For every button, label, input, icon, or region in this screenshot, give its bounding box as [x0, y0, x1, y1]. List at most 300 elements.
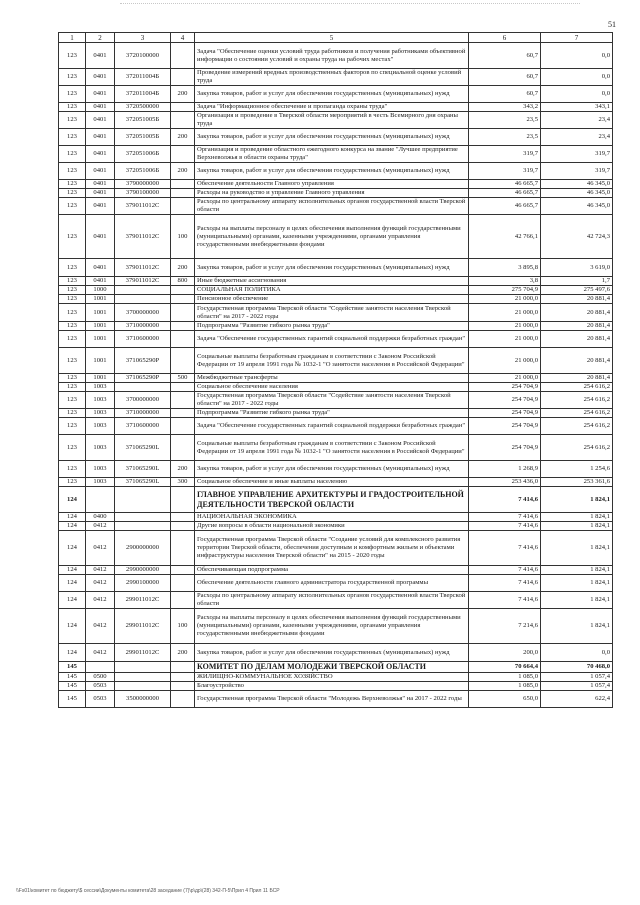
- table-row: [59, 295, 613, 304]
- cell-target-code: 379011012С: [115, 277, 171, 286]
- table-row: [59, 644, 613, 662]
- cell-description: Задача "Обеспечение оценки условий труда работников и получения работниками объективной информации о состоянии условий и охраны труда на рабочих местах": [195, 43, 469, 69]
- cell-admin-code: 123: [59, 259, 86, 277]
- cell-description: Задача "Информационное обеспечение и пропаганда охраны труда": [195, 103, 469, 112]
- cell-planned-amount: 3 895,8: [469, 259, 541, 277]
- header-cell: 1: [59, 33, 86, 43]
- cell-planned-amount: 7 414,6: [469, 531, 541, 566]
- table-row: [59, 180, 613, 189]
- table-row: [59, 348, 613, 374]
- cell-admin-code: 124: [59, 522, 86, 531]
- cell-description: Расходы по центральному аппарату исполнительных органов государственной власти Тверской области: [195, 592, 469, 609]
- cell-section-code: 0401: [86, 180, 115, 189]
- cell-section-code: 1001: [86, 374, 115, 383]
- cell-admin-code: 145: [59, 682, 86, 691]
- cell-description: Закупка товаров, работ и услуг для обеспечения государственных (муниципальных) нужд: [195, 259, 469, 277]
- cell-section-code: 1003: [86, 392, 115, 409]
- cell-planned-amount: 42 766,1: [469, 215, 541, 259]
- table-row: [59, 435, 613, 461]
- cell-admin-code: 123: [59, 295, 86, 304]
- cell-target-code: [115, 513, 171, 522]
- cell-planned-amount: 46 665,7: [469, 189, 541, 198]
- cell-planned-amount: 46 665,7: [469, 198, 541, 215]
- cell-admin-code: 123: [59, 129, 86, 146]
- cell-planned-amount: 70 664,4: [469, 662, 541, 673]
- cell-executed-amount: 20 881,4: [541, 331, 613, 348]
- cell-target-code: [115, 522, 171, 531]
- cell-executed-amount: 20 881,4: [541, 295, 613, 304]
- cell-description: Благоустройство: [195, 682, 469, 691]
- cell-planned-amount: 21 000,0: [469, 322, 541, 331]
- cell-expense-type: 100: [171, 609, 195, 644]
- cell-target-code: [115, 286, 171, 295]
- header-cell: 6: [469, 33, 541, 43]
- cell-target-code: 2990000000: [115, 566, 171, 575]
- cell-executed-amount: 275 497,6: [541, 286, 613, 295]
- cell-expense-type: [171, 304, 195, 322]
- cell-executed-amount: 20 881,4: [541, 322, 613, 331]
- cell-description: Обеспечение деятельности главного администратора государственной программы: [195, 575, 469, 592]
- table-row: [59, 259, 613, 277]
- cell-planned-amount: 1 268,9: [469, 461, 541, 478]
- cell-expense-type: 200: [171, 129, 195, 146]
- cell-section-code: 0412: [86, 575, 115, 592]
- cell-planned-amount: 3,8: [469, 277, 541, 286]
- cell-target-code: 371065290Р: [115, 374, 171, 383]
- cell-planned-amount: 23,5: [469, 129, 541, 146]
- cell-section-code: 1003: [86, 418, 115, 435]
- cell-target-code: 372011004Б: [115, 86, 171, 103]
- table-row: [59, 592, 613, 609]
- table-row: [59, 487, 613, 513]
- cell-expense-type: [171, 566, 195, 575]
- table-row: [59, 198, 613, 215]
- table-row: [59, 383, 613, 392]
- cell-expense-type: [171, 513, 195, 522]
- cell-section-code: 0503: [86, 691, 115, 708]
- cell-target-code: [115, 487, 171, 513]
- cell-target-code: 371065290L: [115, 478, 171, 487]
- cell-planned-amount: 60,7: [469, 43, 541, 69]
- cell-expense-type: 800: [171, 277, 195, 286]
- cell-section-code: 0401: [86, 215, 115, 259]
- cell-executed-amount: 1 057,4: [541, 673, 613, 682]
- cell-admin-code: 123: [59, 112, 86, 129]
- cell-expense-type: [171, 112, 195, 129]
- cell-section-code: 0401: [86, 163, 115, 180]
- cell-description: ЖИЛИЩНО-КОММУНАЛЬНОЕ ХОЗЯЙСТВО: [195, 673, 469, 682]
- cell-expense-type: [171, 286, 195, 295]
- cell-admin-code: 124: [59, 609, 86, 644]
- cell-description: Подпрограмма "Развитие гибкого рынка труда": [195, 322, 469, 331]
- cell-description: Социальное обеспечение населения: [195, 383, 469, 392]
- table-row: [59, 566, 613, 575]
- cell-planned-amount: 650,0: [469, 691, 541, 708]
- header-cell: 4: [171, 33, 195, 43]
- cell-description: Государственная программа Тверской области "Молодежь Верхневолжья" на 2017 - 2022 годы: [195, 691, 469, 708]
- cell-target-code: 3700000000: [115, 392, 171, 409]
- table-row: [59, 392, 613, 409]
- cell-expense-type: [171, 691, 195, 708]
- cell-section-code: 1003: [86, 478, 115, 487]
- cell-target-code: 2990100000: [115, 575, 171, 592]
- table-row: [59, 531, 613, 566]
- cell-expense-type: 200: [171, 163, 195, 180]
- cell-description: Другие вопросы в области национальной экономики: [195, 522, 469, 531]
- cell-expense-type: [171, 592, 195, 609]
- page-number: 51: [608, 20, 616, 29]
- cell-expense-type: [171, 673, 195, 682]
- table-row: [59, 112, 613, 129]
- cell-target-code: 371065290L: [115, 461, 171, 478]
- cell-target-code: 372051006Б: [115, 163, 171, 180]
- cell-executed-amount: 20 881,4: [541, 348, 613, 374]
- cell-admin-code: 123: [59, 478, 86, 487]
- cell-section-code: 1001: [86, 295, 115, 304]
- cell-description: Закупка товаров, работ и услуг для обеспечения государственных (муниципальных) нужд: [195, 86, 469, 103]
- cell-executed-amount: 1 824,1: [541, 487, 613, 513]
- table-row: [59, 691, 613, 708]
- cell-description: Расходы на руководство и управление Главного управления: [195, 189, 469, 198]
- cell-planned-amount: 23,5: [469, 112, 541, 129]
- cell-admin-code: 123: [59, 409, 86, 418]
- cell-executed-amount: 319,7: [541, 146, 613, 163]
- cell-section-code: 0412: [86, 566, 115, 575]
- cell-section-code: 1001: [86, 322, 115, 331]
- table-row: [59, 461, 613, 478]
- cell-target-code: 3710000000: [115, 409, 171, 418]
- cell-section-code: 1003: [86, 461, 115, 478]
- cell-planned-amount: 1 085,0: [469, 673, 541, 682]
- header-cell: 3: [115, 33, 171, 43]
- table-row: [59, 129, 613, 146]
- cell-executed-amount: 1 254,6: [541, 461, 613, 478]
- cell-executed-amount: 46 345,0: [541, 180, 613, 189]
- cell-target-code: 299011012С: [115, 644, 171, 662]
- cell-section-code: 0401: [86, 103, 115, 112]
- cell-admin-code: 123: [59, 277, 86, 286]
- cell-target-code: 371065290L: [115, 435, 171, 461]
- cell-admin-code: 145: [59, 673, 86, 682]
- cell-planned-amount: 7 414,6: [469, 575, 541, 592]
- cell-target-code: 372051006Б: [115, 146, 171, 163]
- cell-admin-code: 123: [59, 86, 86, 103]
- cell-admin-code: 123: [59, 392, 86, 409]
- cell-admin-code: 123: [59, 198, 86, 215]
- cell-executed-amount: 23,4: [541, 112, 613, 129]
- cell-expense-type: [171, 383, 195, 392]
- cell-admin-code: 123: [59, 348, 86, 374]
- cell-target-code: [115, 662, 171, 673]
- cell-target-code: 3720100000: [115, 43, 171, 69]
- cell-planned-amount: 254 704,9: [469, 383, 541, 392]
- cell-planned-amount: 21 000,0: [469, 295, 541, 304]
- cell-description: Пенсионное обеспечение: [195, 295, 469, 304]
- cell-description: Расходы по центральному аппарату исполнительных органов государственной власти Тверской области: [195, 198, 469, 215]
- cell-admin-code: 124: [59, 575, 86, 592]
- cell-executed-amount: 0,0: [541, 43, 613, 69]
- cell-planned-amount: 1 085,0: [469, 682, 541, 691]
- table-row: [59, 374, 613, 383]
- cell-admin-code: 124: [59, 531, 86, 566]
- cell-admin-code: 123: [59, 383, 86, 392]
- cell-section-code: 0412: [86, 531, 115, 566]
- cell-executed-amount: 0,0: [541, 644, 613, 662]
- cell-admin-code: 124: [59, 592, 86, 609]
- cell-section-code: 0401: [86, 69, 115, 86]
- cell-section-code: 0401: [86, 277, 115, 286]
- cell-planned-amount: 21 000,0: [469, 374, 541, 383]
- cell-section-code: [86, 487, 115, 513]
- cell-executed-amount: 3 619,0: [541, 259, 613, 277]
- table-row: [59, 43, 613, 69]
- header-row: [59, 33, 613, 43]
- cell-expense-type: [171, 392, 195, 409]
- cell-executed-amount: 46 345,0: [541, 198, 613, 215]
- cell-expense-type: 500: [171, 374, 195, 383]
- cell-executed-amount: 254 616,2: [541, 392, 613, 409]
- cell-executed-amount: 1 824,1: [541, 513, 613, 522]
- cell-target-code: [115, 682, 171, 691]
- cell-admin-code: 123: [59, 331, 86, 348]
- cell-expense-type: [171, 331, 195, 348]
- cell-executed-amount: 1 057,4: [541, 682, 613, 691]
- table-row: [59, 163, 613, 180]
- cell-executed-amount: 253 361,6: [541, 478, 613, 487]
- cell-expense-type: [171, 348, 195, 374]
- cell-admin-code: 123: [59, 215, 86, 259]
- footer-file-path: \\Fs01\комитет по бюджету\$ сессии\Документы комитета\28 заседание (7)\р\др\(28) 342-П-5\Прил 4 Прил 11 БСР: [16, 888, 280, 894]
- cell-target-code: 372011004Б: [115, 69, 171, 86]
- cell-admin-code: 145: [59, 662, 86, 673]
- cell-description: Расходы на выплаты персоналу в целях обеспечения выполнения функций государственными (муниципальными) органами, казенными учреждениями, органами управления государственными внебюджетными фондами: [195, 609, 469, 644]
- cell-executed-amount: 1 824,1: [541, 566, 613, 575]
- cell-description: Государственная программа Тверской области "Содействие занятости населения Тверской области" на 2017 - 2022 годы: [195, 392, 469, 409]
- cell-description: Иные бюджетные ассигнования: [195, 277, 469, 286]
- cell-section-code: 0401: [86, 43, 115, 69]
- cell-description: КОМИТЕТ ПО ДЕЛАМ МОЛОДЕЖИ ТВЕРСКОЙ ОБЛАСТИ: [195, 662, 469, 673]
- cell-executed-amount: 20 881,4: [541, 304, 613, 322]
- cell-target-code: 3710600000: [115, 331, 171, 348]
- cell-executed-amount: 46 345,0: [541, 189, 613, 198]
- cell-description: НАЦИОНАЛЬНАЯ ЭКОНОМИКА: [195, 513, 469, 522]
- cell-admin-code: 123: [59, 163, 86, 180]
- cell-description: ГЛАВНОЕ УПРАВЛЕНИЕ АРХИТЕКТУРЫ И ГРАДОСТРОИТЕЛЬНОЙ ДЕЯТЕЛЬНОСТИ ТВЕРСКОЙ ОБЛАСТИ: [195, 487, 469, 513]
- cell-executed-amount: 1 824,1: [541, 609, 613, 644]
- cell-target-code: 299011012С: [115, 609, 171, 644]
- cell-expense-type: [171, 522, 195, 531]
- cell-executed-amount: 0,0: [541, 69, 613, 86]
- cell-target-code: [115, 295, 171, 304]
- cell-admin-code: 123: [59, 461, 86, 478]
- cell-executed-amount: 1,7: [541, 277, 613, 286]
- cell-planned-amount: 21 000,0: [469, 331, 541, 348]
- cell-planned-amount: 254 704,9: [469, 435, 541, 461]
- table-row: [59, 304, 613, 322]
- cell-planned-amount: 343,2: [469, 103, 541, 112]
- cell-admin-code: 123: [59, 322, 86, 331]
- table-row: [59, 189, 613, 198]
- cell-planned-amount: 7 414,6: [469, 566, 541, 575]
- cell-expense-type: 200: [171, 644, 195, 662]
- cell-target-code: 379011012С: [115, 215, 171, 259]
- cell-planned-amount: 7 414,6: [469, 487, 541, 513]
- cell-section-code: 0503: [86, 682, 115, 691]
- cell-admin-code: 123: [59, 103, 86, 112]
- cell-section-code: 0401: [86, 189, 115, 198]
- cell-section-code: [86, 662, 115, 673]
- cell-expense-type: 200: [171, 259, 195, 277]
- cell-planned-amount: 46 665,7: [469, 180, 541, 189]
- cell-section-code: 1000: [86, 286, 115, 295]
- cell-admin-code: 124: [59, 513, 86, 522]
- cell-target-code: 3700000000: [115, 304, 171, 322]
- cell-target-code: 3790100000: [115, 189, 171, 198]
- cell-admin-code: 123: [59, 286, 86, 295]
- table-row: [59, 418, 613, 435]
- cell-description: Социальные выплаты безработным гражданам в соответствии с Законом Российской Федерации от 19 апреля 1991 года № 1032-1 "О занятости населения в Российской Федерации": [195, 348, 469, 374]
- cell-expense-type: [171, 180, 195, 189]
- cell-expense-type: [171, 295, 195, 304]
- cell-executed-amount: 23,4: [541, 129, 613, 146]
- cell-expense-type: [171, 189, 195, 198]
- table-row: [59, 513, 613, 522]
- cell-planned-amount: 275 704,9: [469, 286, 541, 295]
- cell-expense-type: [171, 418, 195, 435]
- cell-expense-type: [171, 409, 195, 418]
- cell-section-code: 0401: [86, 112, 115, 129]
- cell-expense-type: [171, 662, 195, 673]
- cell-section-code: 0401: [86, 86, 115, 103]
- cell-section-code: 0500: [86, 673, 115, 682]
- cell-target-code: 372051005Б: [115, 129, 171, 146]
- cell-planned-amount: 200,0: [469, 644, 541, 662]
- cell-expense-type: [171, 103, 195, 112]
- table-row: [59, 478, 613, 487]
- cell-executed-amount: 1 824,1: [541, 522, 613, 531]
- cell-section-code: 1003: [86, 435, 115, 461]
- table-row: [59, 575, 613, 592]
- cell-planned-amount: 21 000,0: [469, 304, 541, 322]
- table-row: [59, 673, 613, 682]
- table-row: [59, 682, 613, 691]
- cell-admin-code: 123: [59, 43, 86, 69]
- cell-expense-type: 100: [171, 215, 195, 259]
- cell-planned-amount: 7 414,6: [469, 522, 541, 531]
- cell-planned-amount: 60,7: [469, 69, 541, 86]
- cell-target-code: [115, 673, 171, 682]
- cell-section-code: 0412: [86, 644, 115, 662]
- cell-description: Закупка товаров, работ и услуг для обеспечения государственных (муниципальных) нужд: [195, 129, 469, 146]
- cell-executed-amount: 1 824,1: [541, 575, 613, 592]
- cell-expense-type: [171, 575, 195, 592]
- cell-planned-amount: 319,7: [469, 146, 541, 163]
- table-row: [59, 146, 613, 163]
- table-row: [59, 662, 613, 673]
- cell-admin-code: 123: [59, 435, 86, 461]
- cell-target-code: 379011012С: [115, 259, 171, 277]
- cell-planned-amount: 7 214,6: [469, 609, 541, 644]
- cell-target-code: 371065290Р: [115, 348, 171, 374]
- cell-description: СОЦИАЛЬНАЯ ПОЛИТИКА: [195, 286, 469, 295]
- cell-description: Закупка товаров, работ и услуг для обеспечения государственных (муниципальных) нужд: [195, 644, 469, 662]
- cell-description: Государственная программа Тверской области "Создание условий для комплексного развития территории Тверской области, обеспечения доступным и комфортным жильем и объектами инфраструктуры населения Тверской области" на 2015 - 2020 годы: [195, 531, 469, 566]
- cell-section-code: 0412: [86, 592, 115, 609]
- cell-planned-amount: 319,7: [469, 163, 541, 180]
- cell-description: Социальные выплаты безработным гражданам в соответствии с Законом Российской Федерации от 19 апреля 1991 года № 1032-1 "О занятости населения в Российской Федерации": [195, 435, 469, 461]
- table-row: [59, 522, 613, 531]
- cell-section-code: 0401: [86, 259, 115, 277]
- cell-expense-type: [171, 322, 195, 331]
- cell-target-code: 3500000000: [115, 691, 171, 708]
- cell-admin-code: 124: [59, 487, 86, 513]
- cell-planned-amount: 254 704,9: [469, 392, 541, 409]
- cell-admin-code: 145: [59, 691, 86, 708]
- cell-section-code: 1001: [86, 331, 115, 348]
- table-row: [59, 86, 613, 103]
- cell-executed-amount: 70 468,0: [541, 662, 613, 673]
- cell-description: Социальное обеспечение и иные выплаты населению: [195, 478, 469, 487]
- cell-description: Задача "Обеспечение государственных гарантий социальной поддержки безработных граждан": [195, 331, 469, 348]
- cell-expense-type: [171, 487, 195, 513]
- header-cell: 5: [195, 33, 469, 43]
- cell-executed-amount: 254 616,2: [541, 418, 613, 435]
- cell-expense-type: 200: [171, 461, 195, 478]
- cell-admin-code: 123: [59, 304, 86, 322]
- cell-expense-type: [171, 146, 195, 163]
- cell-executed-amount: 343,1: [541, 103, 613, 112]
- cell-section-code: 0401: [86, 129, 115, 146]
- cell-expense-type: [171, 198, 195, 215]
- cell-planned-amount: 253 436,0: [469, 478, 541, 487]
- cell-executed-amount: 319,7: [541, 163, 613, 180]
- cell-description: Задача "Обеспечение государственных гарантий социальной поддержки безработных граждан": [195, 418, 469, 435]
- top-border-line: [120, 3, 580, 4]
- cell-target-code: 3710000000: [115, 322, 171, 331]
- header-cell: 7: [541, 33, 613, 43]
- table-row: [59, 322, 613, 331]
- cell-description: Закупка товаров, работ и услуг для обеспечения государственных (муниципальных) нужд: [195, 461, 469, 478]
- cell-expense-type: [171, 531, 195, 566]
- cell-planned-amount: 21 000,0: [469, 348, 541, 374]
- table-row: [59, 331, 613, 348]
- table-row: [59, 215, 613, 259]
- cell-expense-type: [171, 435, 195, 461]
- cell-executed-amount: 1 824,1: [541, 531, 613, 566]
- header-cell: 2: [86, 33, 115, 43]
- cell-description: Межбюджетные трансферты: [195, 374, 469, 383]
- cell-description: Обеспечивающая подпрограмма: [195, 566, 469, 575]
- cell-target-code: 3720500000: [115, 103, 171, 112]
- cell-executed-amount: 42 724,3: [541, 215, 613, 259]
- cell-expense-type: [171, 69, 195, 86]
- cell-target-code: 3710600000: [115, 418, 171, 435]
- cell-admin-code: 123: [59, 69, 86, 86]
- table-row: [59, 609, 613, 644]
- cell-admin-code: 124: [59, 644, 86, 662]
- cell-section-code: 1003: [86, 409, 115, 418]
- cell-description: Обеспечение деятельности Главного управления: [195, 180, 469, 189]
- cell-executed-amount: 622,4: [541, 691, 613, 708]
- cell-planned-amount: 60,7: [469, 86, 541, 103]
- cell-admin-code: 123: [59, 189, 86, 198]
- cell-executed-amount: 1 824,1: [541, 592, 613, 609]
- cell-admin-code: 123: [59, 180, 86, 189]
- cell-executed-amount: 20 881,4: [541, 374, 613, 383]
- cell-section-code: 0401: [86, 198, 115, 215]
- cell-section-code: 0401: [86, 146, 115, 163]
- table-row: [59, 69, 613, 86]
